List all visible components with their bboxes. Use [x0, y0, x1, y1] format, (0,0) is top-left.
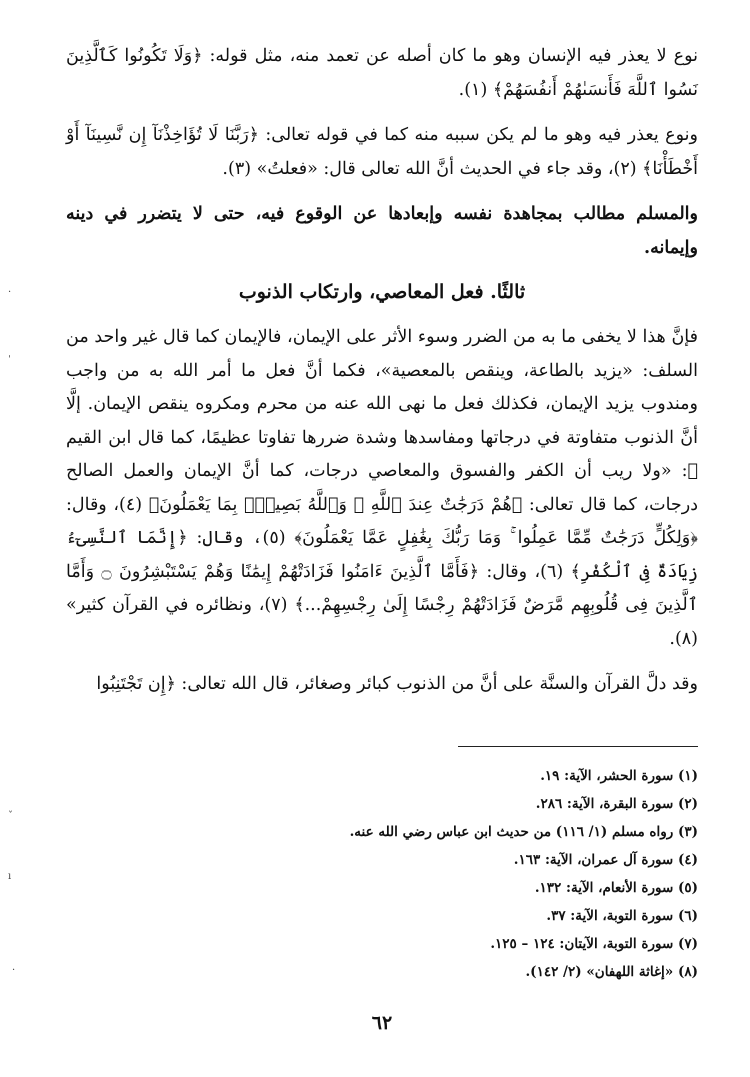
page-number: ٦٢ — [371, 1012, 393, 1034]
footnote-item: (٥) سورة الأنعام، الآية: ١٣٢. — [534, 880, 698, 896]
paragraph-3: والمسلم مطالب بمجاهدة نفسه وإبعادها عن الوقوع فيه، حتى لا يتضرر في دينه وإيمانه. — [66, 204, 698, 258]
book-page — [66, 40, 698, 1040]
footnote-item: (٨) «إغاثة اللهفان» (٢/ ١٤٢). — [525, 964, 698, 980]
main-text — [66, 40, 698, 702]
paragraph-2: ونوع يعذر فيه وهو ما لم يكن سببه منه كما في قوله تعالى: ﴿رَبَّنَا لَا تُؤَاخِذْنَآ إِن نَّسِينَآ أَوْ أَخْطَأْنَا﴾ (٢)، وقد جاء في الحديث أنَّ الله تعالى قال: «فعلتُ» (٣). — [66, 125, 698, 179]
footnote-item: (٤) سورة آل عمران، الآية: ١٦٣. — [513, 852, 698, 868]
scan-dot: ˇ — [8, 811, 13, 822]
scan-dot: · — [12, 965, 16, 976]
footnote-item: (٦) سورة التوبة، الآية: ٣٧. — [546, 908, 698, 924]
scan-dot: ı — [8, 871, 12, 882]
footnote-item: (٧) سورة التوبة، الآيتان: ١٢٤ – ١٢٥. — [490, 936, 698, 952]
footnote-item: (٣) رواه مسلم (١/ ١١٦) من حديث ابن عباس رضي الله عنه. — [349, 824, 698, 840]
footnote-item: (٢) سورة البقرة، الآية: ٢٨٦. — [535, 796, 698, 812]
section-heading: ثالثًا. فعل المعاصي، وارتكاب الذنوب — [238, 281, 526, 303]
footnotes-list — [66, 762, 698, 986]
footnote-divider — [458, 746, 698, 747]
paragraph-5: وقد دلَّ القرآن والسنَّة على أنَّ من الذنوب كبائر وصغائر، قال الله تعالى: ﴿إِن تَجْتَنِبُوا — [96, 674, 698, 694]
paragraph-1: نوع لا يعذر فيه الإنسان وهو ما كان أصله عن تعمد منه، مثل قوله: ﴿وَلَا تَكُونُوا كَٱلَّذِينَ نَسُوا ٱللَّهَ فَأَنسَىٰهُمْ أَنفُسَهُمْ﴾ (١). — [66, 46, 698, 100]
scan-dot: · — [8, 287, 12, 298]
footnote-item: (١) سورة الحشر، الآية: ١٩. — [540, 768, 698, 784]
scan-dot: ˈ — [8, 355, 11, 366]
paragraph-4: فإنَّ هذا لا يخفى ما به من الضرر وسوء الأثر على الإيمان، فالإيمان كما قال غير واحد من السلف: «يزيد بالطاعة، وينقص بالمعصية»، فكما أنَّ فعل ما أمر الله به من واجب ومندوب يزيد الإيمان، فكذلك فعل ما نهى الله عنه من محرم ومكروه ينقص الإيمان. إلَّا أنَّ الذنوب متفاوتة في درجاتها ومفاسدها وشدة ضررها تفاوتا عظيمًا، كما قال ابن القيم ﷺ: «ولا ريب أن الكفر والفسوق والمعاصي درجات، كما أنَّ الإيمان والعمل الصالح درجات، كما قال تعالى: ﴿هُمْ دَرَجَٰتٌ عِندَ ٱللَّهِ ۗ وَٱللَّهُ بَصِيرٌۢ بِمَا يَعْمَلُونَ﴾ (٤)، وقال: ﴿وَلِكُلٍّ دَرَجَٰتٌ مِّمَّا عَمِلُوا ۚ وَمَا رَبُّكَ بِغَٰفِلٍ عَمَّا يَعْمَلُونَ﴾ (٥)، وقال: ﴿إِنَّمَا ٱلنَّسِىٓءُ زِيَادَةٌ فِى ٱلْكُفْرِ﴾ (٦)، وقال: ﴿فَأَمَّا ٱلَّذِينَ ءَامَنُوا فَزَادَتْهُمْ إِيمَٰنًا وَهُمْ يَسْتَبْشِرُونَ ۝ وَأَمَّا ٱلَّذِينَ فِى قُلُوبِهِم مَّرَضٌ فَزَادَتْهُمْ رِجْسًا إِلَىٰ رِجْسِهِمْ...﴾ (٧)، ونظائره في القرآن كثير» (٨). — [66, 327, 699, 649]
